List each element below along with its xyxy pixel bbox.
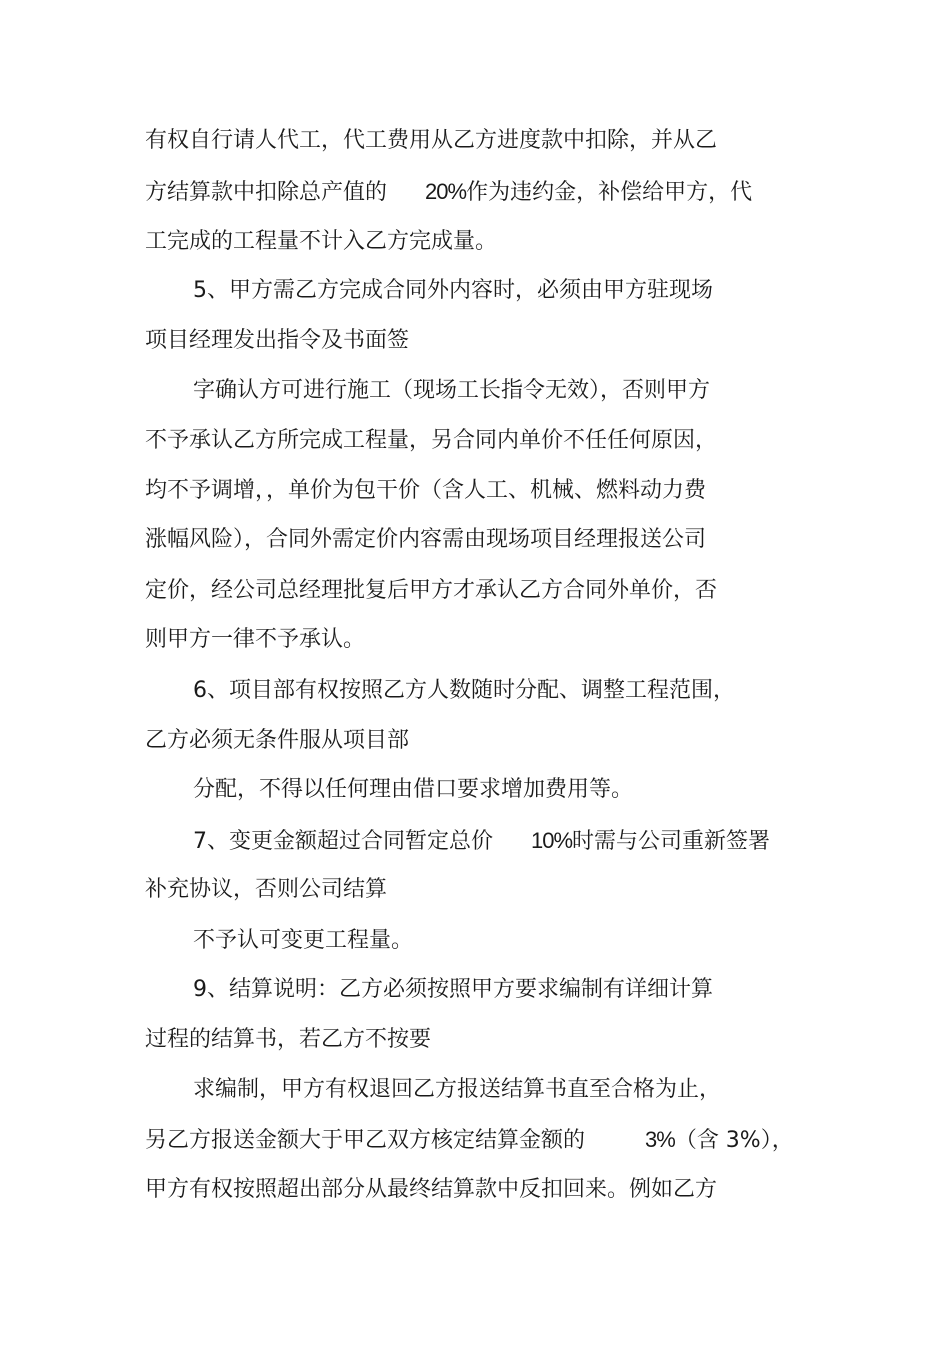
line-text: 有权自行请人代工，代工费用从乙方进度款中扣除，并从乙 <box>145 128 718 153</box>
line-text-pre: 7、变更金额超过合同暂定总价 <box>193 829 493 854</box>
text-line-7 <box>145 426 717 456</box>
line-text: 分配，不得以任何理由借口要求增加费用等。 <box>193 777 634 802</box>
text-line-18 <box>193 975 713 1005</box>
text-line-13 <box>145 726 409 756</box>
text-line-17 <box>193 926 413 956</box>
text-line-16 <box>145 875 387 905</box>
line-text: 字确认方可进行施工（现场工长指令无效），否则甲方 <box>193 378 711 403</box>
text-line-8 <box>145 476 706 506</box>
line-text: 补充协议，否则公司结算 <box>145 877 388 902</box>
line-text-post: 作为违约金，补偿给甲方，代 <box>466 180 753 205</box>
text-line-15 <box>193 826 770 856</box>
text-line-3 <box>145 227 497 257</box>
text-line-20 <box>193 1075 721 1105</box>
percent-value: 20% <box>425 179 467 204</box>
line-text: 不予认可变更工程量。 <box>193 928 414 953</box>
line-text: 过程的结算书，若乙方不按要 <box>145 1027 432 1052</box>
line-text: 则甲方一律不予承认。 <box>145 627 366 652</box>
line-text: 甲方有权按照超出部分从最终结算款中反扣回来。例如乙方 <box>145 1177 718 1202</box>
line-text: 乙方必须无条件服从项目部 <box>145 728 410 753</box>
text-line-12 <box>193 676 735 706</box>
text-line-4 <box>193 276 713 306</box>
percent-value: 3% <box>645 1127 675 1152</box>
line-text: 6、项目部有权按照乙方人数随时分配、调整工程范围， <box>193 678 735 703</box>
text-line-10 <box>145 576 717 606</box>
line-text-post: （含 3%）， <box>674 1128 794 1153</box>
line-text: 定价，经公司总经理批复后甲方才承认乙方合同外单价，否 <box>145 578 718 603</box>
line-text: 项目经理发出指令及书面签 <box>145 328 410 353</box>
text-line-2 <box>145 177 752 207</box>
text-line-5 <box>145 326 409 356</box>
text-line-9 <box>145 525 706 555</box>
text-line-1 <box>145 126 717 156</box>
percent-value: 10% <box>531 828 573 853</box>
line-text: 求编制，甲方有权退回乙方报送结算书直至合格为止， <box>193 1077 722 1102</box>
line-text: 不予承认乙方所完成工程量，另合同内单价不任任何原因， <box>145 428 718 453</box>
line-text: 涨幅风险），合同外需定价内容需由现场项目经理报送公司 <box>145 527 707 552</box>
line-text: 工完成的工程量不计入乙方完成量。 <box>145 229 498 254</box>
line-text: 均不予调增，，单价为包干价（含人工、机械、燃料动力费 <box>145 478 707 503</box>
text-line-19 <box>145 1025 431 1055</box>
line-text-pre: 另乙方报送金额大于甲乙双方核定结算金额的 <box>145 1128 586 1153</box>
text-line-21 <box>145 1125 794 1155</box>
line-text: 9、结算说明：乙方必须按照甲方要求编制有详细计算 <box>193 977 713 1002</box>
line-text-post: 时需与公司重新签署 <box>572 829 771 854</box>
text-line-22 <box>145 1175 717 1205</box>
text-line-14 <box>193 775 633 805</box>
text-line-6 <box>193 376 710 406</box>
line-text: 5、甲方需乙方完成合同外内容时，必须由甲方驻现场 <box>193 278 713 303</box>
line-text-pre: 方结算款中扣除总产值的 <box>145 180 388 205</box>
text-line-11 <box>145 625 365 655</box>
